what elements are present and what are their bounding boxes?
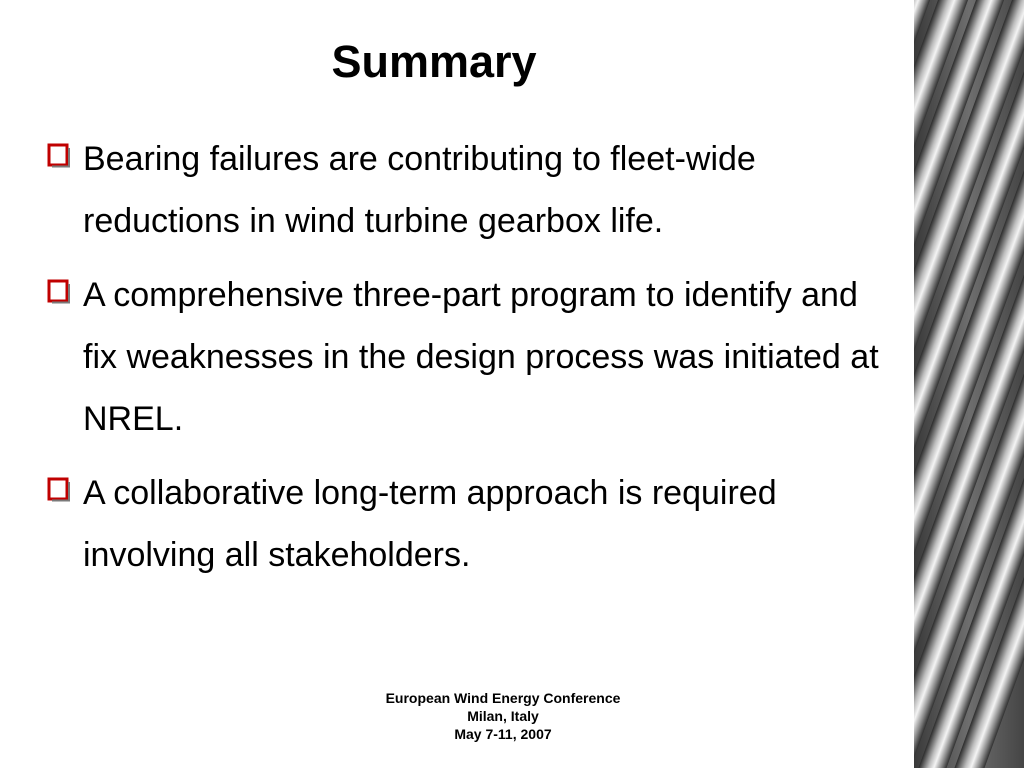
bullet-item [46,128,896,252]
bullet-text: Bearing failures are contributing to fleet-wide reductions in wind turbine gearbox life. [83,140,756,240]
footer [340,689,666,743]
slide-title: Summary [331,36,537,87]
bullet-item [46,462,896,586]
footer-dates: May 7-11, 2007 [454,726,552,742]
steel-cylinders-image [914,0,1024,768]
bullet-item [46,264,896,450]
footer-location: Milan, Italy [467,708,539,724]
footer-conference: European Wind Energy Conference [385,690,621,706]
hollow-square-bullet-icon [46,142,73,172]
hollow-square-bullet-icon [46,278,73,308]
bullet-text: A collaborative long-term approach is required involving all stakeholders. [83,474,777,574]
bullet-list [46,128,896,598]
bullet-text: A comprehensive three-part program to identify and fix weaknesses in the design process was initiated at NREL. [83,276,879,438]
hollow-square-bullet-icon [46,476,73,506]
